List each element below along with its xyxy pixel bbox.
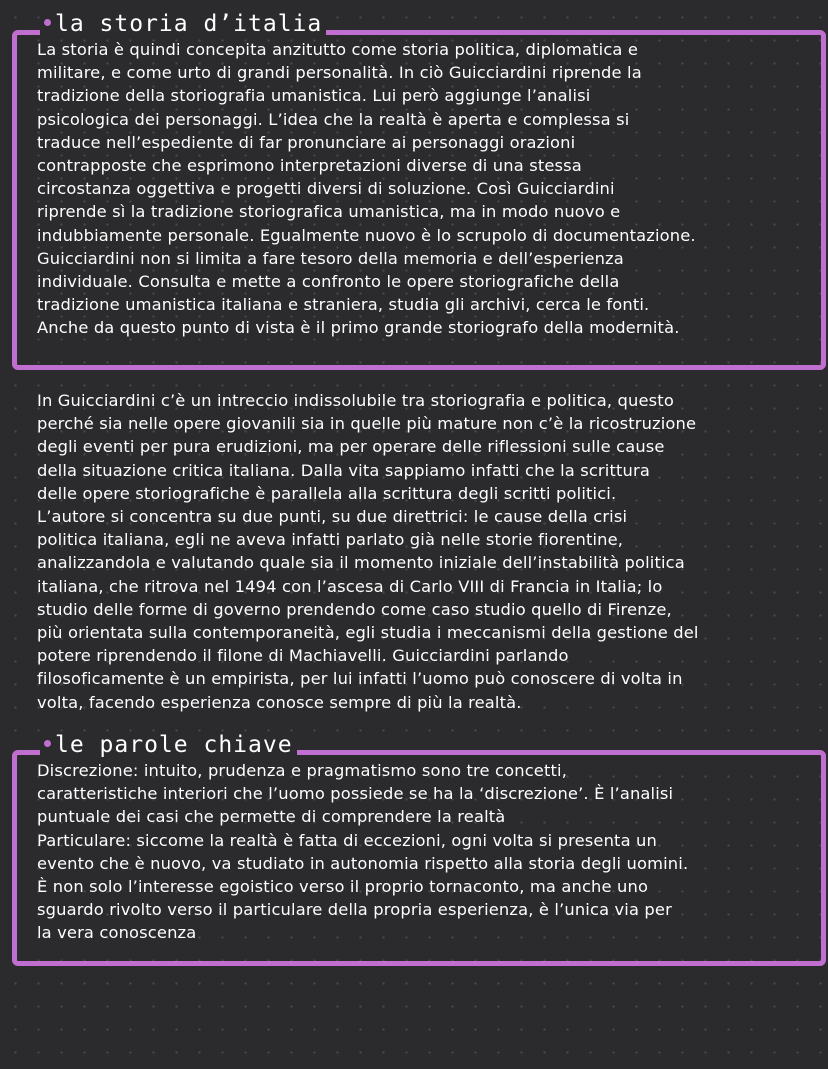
text-line: L’autore si concentra su due punti, su due direttrici: le cause della crisi [37,507,628,527]
paragraph-parole-chiave [37,759,688,945]
text-line: filosoficamente è un empirista, per lui infatti l’uomo può conoscere di volta in [37,669,683,689]
paragraph-storia-italia [37,38,696,340]
text-line: Anche da questo punto di vista è il primo grande storiografo della modernità. [37,318,680,338]
section-title-parole-chiave: le parole chiave [40,733,297,757]
text-line: studio delle forme di governo prendendo come caso studio quello di Firenze, [37,599,672,619]
text-line: circostanza oggettiva e progetti diversi di soluzione. Così Guicciardini [37,179,615,199]
text-line: la vera conoscenza [37,923,197,943]
text-line: puntuale dei casi che permette di comprendere la realtà [37,807,506,827]
text-line: analizzandola e valutando quale sia il momento iniziale dell’instabilità politica [37,553,685,573]
text-line: caratteristiche interiori che l’uomo possiede se ha la ‘discrezione’. È l’analisi [37,784,674,804]
text-line: Discrezione: intuito, prudenza e pragmatismo sono tre concetti, [37,761,568,780]
text-line: In Guicciardini c’è un intreccio indissolubile tra storiografia e politica, questo [37,391,674,410]
text-line: contrapposte che esprimono interpretazioni diverse di una stessa [37,156,582,176]
text-line: Particulare: siccome la realtà è fatta di eccezioni, ogni volta si presenta un [37,830,657,850]
text-line: La storia è quindi concepita anzitutto come storia politica, diplomatica e [37,40,639,59]
text-line: evento che è nuovo, va studiato in autonomia rispetto alla storia degli uomini. [37,853,689,873]
text-line: militare, e come urto di grandi personalità. In ciò Guicciardini riprende la [37,63,642,83]
text-line: tradizione della storiografia umanistica. Lui però aggiunge l’analisi [37,86,591,106]
text-line: sguardo rivolto verso il particulare della propria esperienza, è l’unica via per [37,900,672,920]
text-line: perché sia nelle opere giovanili sia in quelle più mature non c’è la ricostruzione [37,414,697,434]
text-line: Guicciardini non si limita a fare tesoro della memoria e dell’esperienza [37,248,624,268]
text-line: italiana, che ritrova nel 1494 con l’ascesa di Carlo VIII di Francia in Italia; lo [37,576,663,596]
bullet-dot-icon [44,19,51,26]
text-line: degli eventi per pura erudizioni, ma per operare delle riflessioni sulle cause [37,437,665,457]
text-line: riprende sì la tradizione storiografica umanistica, ma in modo nuovo e [37,202,621,222]
text-line: tradizione umanistica italiana e straniera, studia gli archivi, cerca le fonti. [37,295,650,315]
text-line: traduce nell’espediente di far pronunciare ai personaggi orazioni [37,132,576,152]
text-line: politica italiana, egli ne aveva infatti parlato già nelle storie fiorentine, [37,530,624,550]
text-line: della situazione critica italiana. Dalla vita sappiamo infatti che la scrittura [37,460,650,480]
text-line: individuale. Consulta e mette a confronto le opere storiografiche della [37,272,620,292]
text-line: potere riprendendo il filone di Machiavelli. Guicciardini parlando [37,646,569,666]
section-title-storia-italia: la storia d’italia [40,12,326,36]
bullet-dot-icon [44,740,51,747]
text-line: È non solo l’interesse egoistico verso il proprio tornaconto, ma anche uno [37,877,649,897]
text-line: indubbiamente personale. Egualmente nuovo è lo scrupolo di documentazione. [37,225,696,245]
text-line: volta, facendo esperienza conosce sempre di più la realtà. [37,692,522,712]
text-line: psicologica dei personaggi. L’idea che la realtà è aperta e complessa si [37,109,630,129]
paragraph-guicciardini-storiografia-politica [37,389,699,714]
text-line: più orientata sulla contemporaneità, egli studia i meccanismi della gestione del [37,623,699,643]
text-line: delle opere storiografiche è parallela alla scrittura degli scritti politici. [37,483,617,503]
